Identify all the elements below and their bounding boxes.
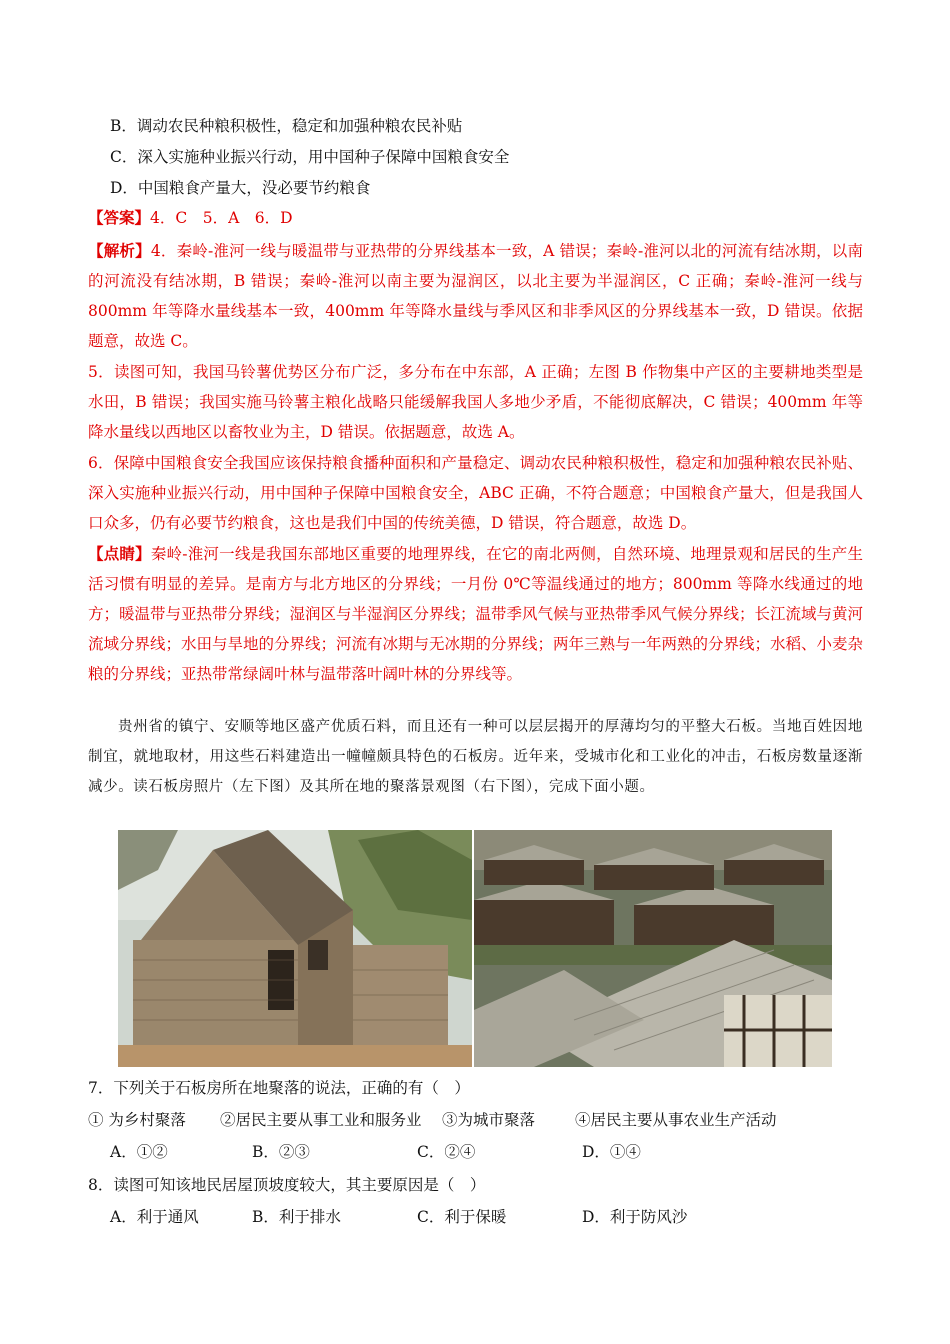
analysis-q5: 5．读图可知，我国马铃薯优势区分布广泛，多分布在中东部，A 正确；左图 B 作物集中产区的主要耕地类型是水田，B 错误；我国实施马铃薯主粮化战略只能缓解我国人多地少矛盾，不能彻底解决，C 错误；400mm 年等降水量线以西地区以畜牧业为主，D 错误。依据题意，故选 A。 [88,363,863,441]
q8-option-c: C．利于保暖 [417,1208,507,1226]
question-8-stem: 8．读图可知该地民居屋顶坡度较大，其主要原因是（ ） [88,1176,486,1194]
q7-item-4: ④居民主要从事农业生产活动 [575,1111,777,1129]
question-7-options [110,1142,862,1162]
q7-option-a: A．①② [110,1143,168,1161]
answer-line [88,208,862,228]
stone-house-photo [118,830,472,1067]
comment-block [88,539,863,689]
comment-text: 秦岭-淮河一线是我国东部地区重要的地理界线，在它的南北两侧，自然环境、地理景观和居民的生产生活习惯有明显的差异。是南方与北方地区的分界线；一月份 0℃等温线通过的地方；800mm 等降水线通过的地方；暖温带与亚热带分界线；湿润区与半湿润区分界线；温带季风气候与亚热带季风气候分界线；长江流域与黄河流域分界线；水田与旱地的分界线；河流有冰期与无冰期的分界线；两年三熟与一年两熟的分界线；水稻、小麦杂粮的分界线；亚热带常绿阔叶林与温带落叶阔叶林的分界线等。 [88,545,864,683]
q7-option-c: C．②④ [417,1143,476,1161]
question-8-options [110,1207,862,1227]
stone-house-image [118,830,472,1067]
analysis-q4-text: 4．秦岭-淮河一线与暖温带与亚热带的分界线基本一致，A 错误；秦岭-淮河以北的河流有结冰期，以南的河流没有结冰期，B 错误；秦岭-淮河以南主要为湿润区，以北主要为半湿润区，C 正确；秦岭-淮河一线与 800mm 年等降水量线基本一致，400mm 年等降水量线与季风区和非季风区的分界线基本一致，D 错误。依据题意，故选 C。 [88,242,863,350]
q8-option-d: D．利于防风沙 [582,1208,688,1226]
comment-tag: 【点睛】 [88,544,151,563]
q7-option-b: B．②③ [252,1143,310,1161]
q7-item-1: ① 为乡村聚落 [88,1111,186,1129]
q8-option-b: B．利于排水 [252,1208,341,1226]
q7-item-2: ②居民主要从事工业和服务业 [220,1111,422,1129]
q7-item-3: ③为城市聚落 [442,1111,536,1129]
question-7-items [88,1110,862,1130]
intro-paragraph: 贵州省的镇宁、安顺等地区盛产优质石料，而且还有一种可以层层揭开的厚薄均匀的平整大石板。当地百姓因地制宜，就地取材，用这些石料建造出一幢幢颇具特色的石板房。近年来，受城市化和工业化的冲击，石板房数量逐渐减少。读石板房照片（左下图）及其所在地的聚落景观图（右下图），完成下面小题。 [88,719,863,795]
option-c: C．深入实施种业振兴行动，用中国种子保障中国粮食安全 [110,148,510,166]
answer-text: 4．C 5．A 6．D [150,209,293,227]
option-d: D．中国粮食产量大，没必要节约粮食 [110,179,371,197]
village-landscape-photo [474,830,832,1067]
answer-tag: 【答案】 [88,208,151,227]
analysis-tag: 【解析】 [88,241,151,260]
q7-option-d: D．①④ [582,1143,641,1161]
question-7-stem: 7．下列关于石板房所在地聚落的说法，正确的有（ ） [88,1079,470,1097]
village-landscape-image [474,830,832,1067]
q8-option-a: A．利于通风 [110,1208,199,1226]
option-b: B．调动农民种粮积极性，稳定和加强种粮农民补贴 [110,117,463,135]
analysis-q4 [88,236,863,356]
analysis-q6: 6．保障中国粮食安全我国应该保持粮食播种面积和产量稳定、调动农民种粮积极性，稳定和加强种粮农民补贴、深入实施种业振兴行动，用中国种子保障中国粮食安全，ABC 正确，不符合题意；中国粮食产量大，但是我国人口众多，仍有必要节约粮食，这也是我们中国的传统美德，D 错误，符合题意，故选 D。 [88,454,863,532]
